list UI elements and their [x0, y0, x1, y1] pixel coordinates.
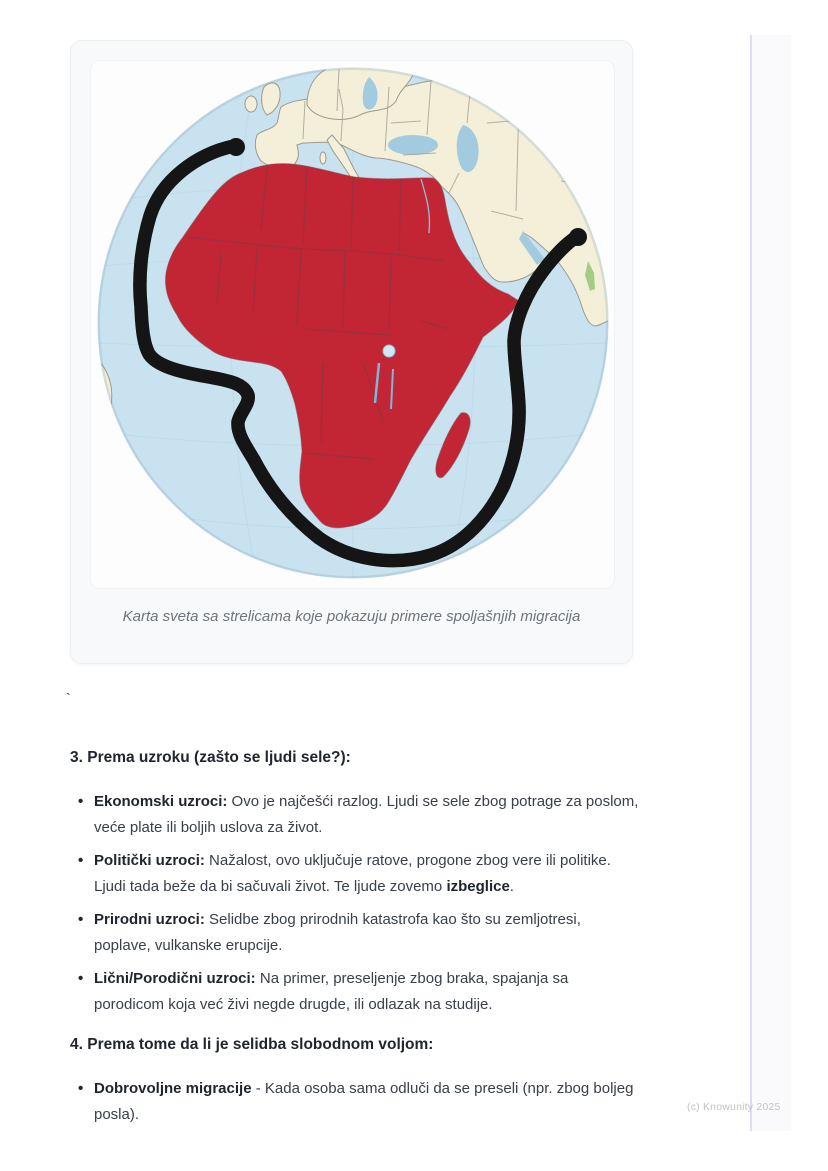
globe-map-africa	[91, 61, 614, 588]
list-item	[70, 1076, 648, 1128]
sardinia	[320, 152, 326, 164]
figure-card	[70, 40, 633, 664]
item-lead: Dobrovoljne migracije	[94, 1080, 252, 1097]
lake-victoria	[383, 345, 395, 357]
figure-caption: Karta sveta sa strelicama koje pokazuju primere spoljašnjih migracija	[122, 608, 581, 625]
ireland	[245, 96, 257, 112]
item-lead: Ekonomski uzroci:	[94, 793, 228, 810]
bullet-marker: •	[78, 852, 84, 869]
list-item	[70, 907, 648, 959]
item-text: Nažalost, ovo uključuje ratove, progone zbog vere ili politike. Ljudi tada beže da bi sačuvali život. Te ljude zovemo	[94, 852, 611, 895]
right-rail-panel	[750, 35, 791, 1131]
bullet-marker: •	[78, 793, 84, 810]
item-text: Selidbe zbog prirodnih katastrofa kao što su zemljotresi, poplave, vulkanske erupcije.	[94, 911, 581, 954]
item-tail: .	[509, 878, 514, 895]
item-bold-word: izbeglice	[446, 878, 510, 895]
item-text: - Kada osoba sama odluči da se preseli (npr. zbog boljeg posla).	[94, 1080, 634, 1123]
black-sea	[388, 135, 438, 155]
stray-backtick: `	[66, 690, 71, 706]
item-lead: Prirodni uzroci:	[94, 911, 205, 928]
list-item	[70, 848, 648, 900]
item-lead: Politički uzroci:	[94, 852, 205, 869]
bullet-marker: •	[78, 911, 84, 928]
bullet-marker: •	[78, 970, 84, 987]
section-heading-3: 3. Prema uzroku (zašto se ljudi sele?):	[70, 749, 351, 766]
voluntary-list	[70, 1076, 648, 1128]
item-lead: Lični/Porodični uzroci:	[94, 970, 256, 987]
item-text: Ovo je najčešći razlog. Ljudi se sele zbog potrage za poslom, veće plate ili boljih uslova za život.	[94, 793, 639, 836]
world-map-figure	[90, 60, 615, 589]
copyright-watermark: (c) Knowunity 2025	[687, 1101, 781, 1113]
list-item	[70, 966, 648, 1018]
lesson-text	[70, 747, 648, 1135]
list-item	[70, 789, 648, 841]
causes-list	[70, 789, 648, 1018]
bullet-marker: •	[78, 1080, 84, 1097]
item-text: Na primer, preseljenje zbog braka, spajanja sa porodicom koja već živi negde drugde, ili odlazak na studije.	[94, 970, 569, 1013]
section-heading-4: 4. Prema tome da li je selidba slobodnom voljom:	[70, 1036, 434, 1053]
